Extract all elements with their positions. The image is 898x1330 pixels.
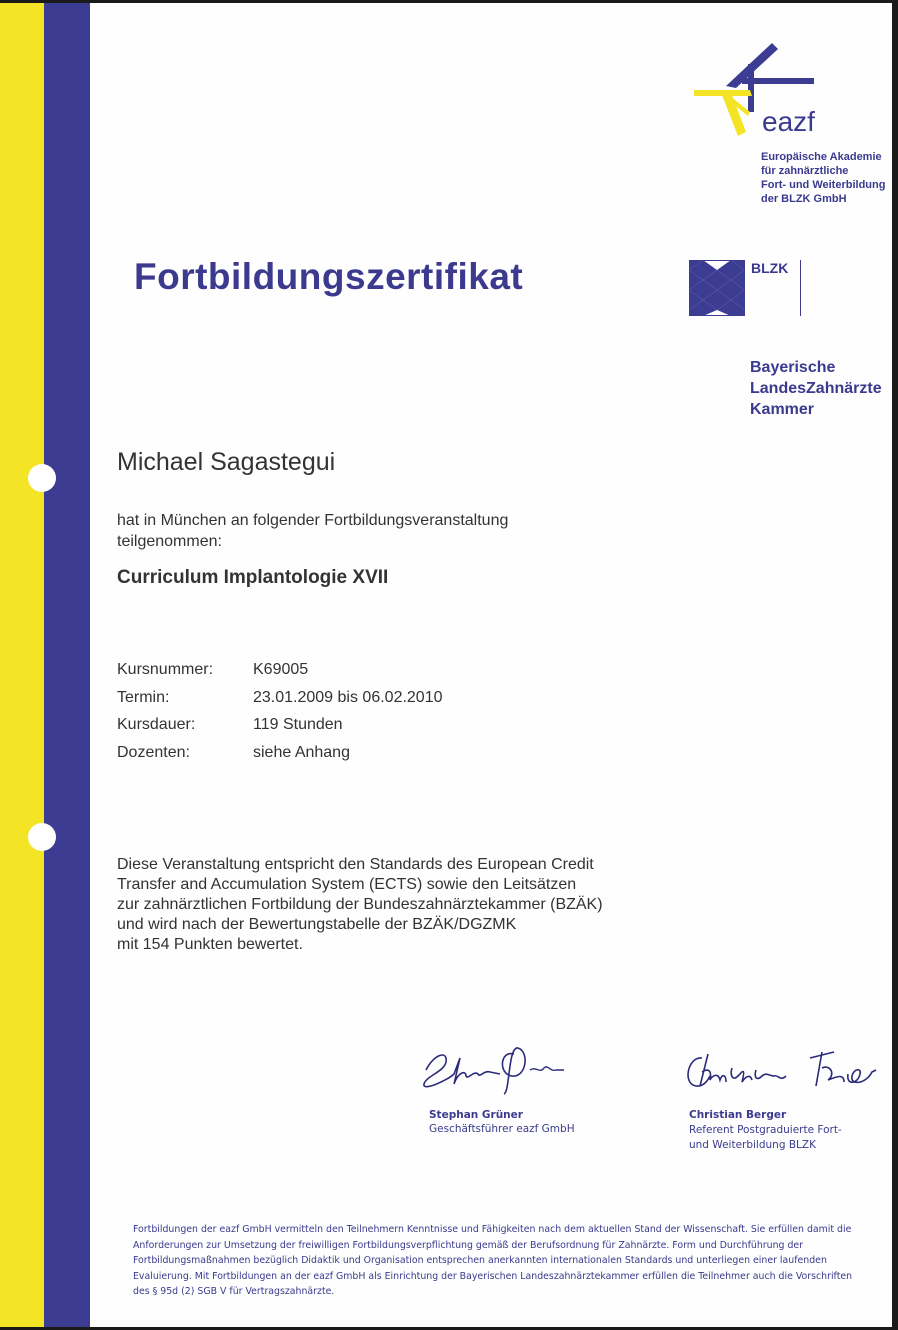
course-title: Curriculum Implantologie XVII (117, 567, 389, 588)
frame-top (0, 0, 898, 3)
signature-gruener (418, 1040, 568, 1096)
punch-hole (28, 464, 56, 492)
ects-statement: Diese Veranstaltung entspricht den Standards des European Credit Transfer and Accumulation System (ECTS) sowie den Leitsätzen zur zahnärztlichen Fortbildung der Bundeszahnärztekammer (BZÄK) und wird nach der Bewertungstabelle der BZÄK/DGZMK mit 154 Punkten bewertet. (117, 856, 603, 953)
detail-value: 119 Stunden (253, 716, 343, 733)
bavarian-flag-icon (689, 260, 745, 316)
signer-role: Geschäftsführer eazf GmbH (429, 1123, 575, 1135)
signer-name: Stephan Grüner (429, 1109, 523, 1121)
blzk-abbreviation: BLZK (751, 260, 789, 276)
detail-label: Kursdauer: (117, 716, 196, 733)
signer-name: Christian Berger (689, 1109, 787, 1121)
signature-berger (680, 1046, 880, 1096)
blzk-name: Bayerische LandesZahnärzte Kammer (750, 359, 882, 418)
certificate-title: Fortbildungszertifikat (134, 256, 524, 297)
eazf-description: Europäische Akademie für zahnärztliche Fort- und Weiterbildung der BLZK GmbH (761, 151, 886, 205)
punch-hole (28, 823, 56, 851)
yellow-stripe (0, 0, 44, 1330)
signer-role: Referent Postgraduierte Fort- (689, 1124, 842, 1136)
eazf-logo-text: eazf (762, 106, 815, 137)
detail-value: K69005 (253, 661, 309, 678)
blue-stripe (44, 0, 90, 1330)
footer-text: Fortbildungen der eazf GmbH vermitteln den Teilnehmern Kenntnisse und Fähigkeiten nach dem aktuellen Stand der Wissenschaft. Sie erfüllen damit die Anforderungen zur Umsetzung der freiwilligen Fortbildungsverpflichtung gemäß der Berufsordnung für Zahnärzte. Form und Durchführung der Fortbildungsmaßnahmen bezüglich Didaktik und Organisation entsprechen anerkannten internationalen Standards und unterliegen einer laufenden Evaluierung. Mit Fortbildungen an der eazf GmbH als Einrichtung der Bayerischen Landeszahnärztekammer erfüllen die Teilnehmer auch die Vorschriften des § 95d (2) SGB V für Vertragszahnärzte. (133, 1224, 853, 1297)
signer-gruener (429, 1108, 575, 1136)
detail-label: Dozenten: (117, 743, 190, 761)
intro-text: hat in München an folgender Fortbildungsveranstaltung teilgenommen: (117, 512, 509, 550)
divider (800, 260, 801, 316)
detail-value: siehe Anhang (253, 743, 350, 761)
detail-label: Termin: (117, 688, 170, 706)
detail-label: Kursnummer: (117, 661, 214, 678)
recipient-name: Michael Sagastegui (117, 448, 336, 476)
detail-value: 23.01.2009 bis 06.02.2010 (253, 688, 443, 706)
signer-berger (689, 1108, 842, 1153)
signer-role: und Weiterbildung BLZK (689, 1139, 816, 1151)
